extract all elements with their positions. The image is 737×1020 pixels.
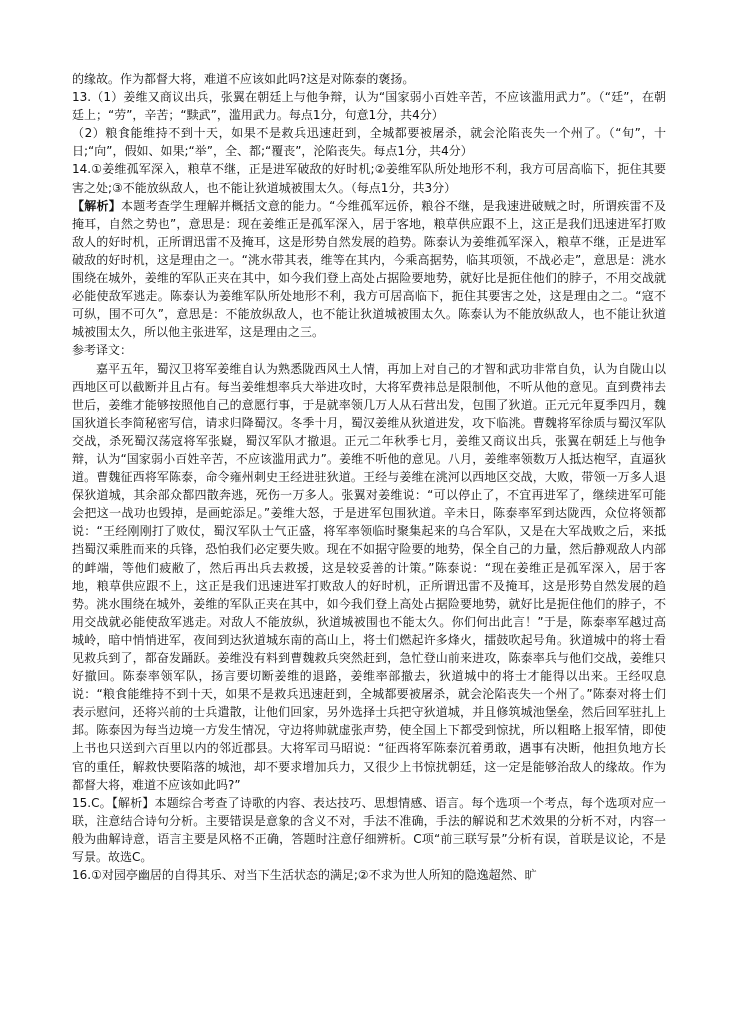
reference-translation-heading: 参考译文： <box>72 343 133 358</box>
answer-13-part-2: （2）粮食能维持不到十天，如果不是救兵迅速赶到，全城都要被屠杀，就会沦陷丧失一个州了。（“旬”，十日;“向”，假如、如果;“举”，全、都;“覆丧”，沦陷丧失。每点1分，共4分） <box>72 126 666 159</box>
reference-translation: 嘉平五年，蜀汉卫将军姜维自认为熟悉陇西风土人情，再加上对自己的才智和武功非常自负，认为自陇山以西地区可以截断并且占有。每当姜维想率兵大举进攻时，大将军费祎总是限制他，不听从他的意见。直到费祎去世后，姜维才能够按照他自己的意愿行事，于是就率领几万人从石营出发，包围了狄道。正元元年夏季四月，魏国狄道长李简秘密写信，请求归降蜀汉。冬季十月，蜀汉姜维从狄道进发，攻下临洮。曹魏将军徐质与蜀汉军队交战，杀死蜀汉荡寇将军张嶷，蜀汉军队才撤退。正元二年秋季七月，姜维又商议出兵，张翼在朝廷上与他争辩，认为“国家弱小百姓辛苦，不应该滥用武力”。姜维不听他的意见。八月，姜维率领数万人抵达枹罕，直逼狄道。曹魏征西将军陈泰，命令雍州刺史王经进驻狄道。王经与姜维在洮河以西地区交战，大败，带领一万多人退保狄道城，其余部众都四散奔逃，死伤一万多人。张翼对姜维说：“可以停止了，不宜再进军了，继续进军可能会把这一战功也毁掉，是画蛇添足。”姜维大怒，于是进军包围狄道。辛未日，陈泰率军到达陇西，众位将领都说：“王经刚刚打了败仗，蜀汉军队士气正盛，将军率领临时聚集起来的乌合军队，又是在大军战败之后，来抵挡蜀汉乘胜而来的兵锋，恐怕我们必定要失败。现在不如据守险要的地势，保全自己的力量，然后静观敌人内部的衅端，等他们疲敝了，然后再出兵去救援，这是较妥善的计策。”陈泰说：“现在姜维正是孤军深入，居于客地，粮草供应跟不上，这正是我们迅速进军打败敌人的好时机，正所谓迅雷不及掩耳，这是形势自然发展的趋势。洮水围绕在城外，姜维的军队正夹在其中，如今我们登上高处占据险要地势，就好比是扼住他们的脖子，不用交战就必能使敌军逃走。对敌人不能放纵，狄道城被围也不能太久。你们何出此言！”于是，陈泰率军越过高城岭，暗中悄悄进军，夜间到达狄道城东南的高山上，将士们燃起许多烽火，擂鼓吹起号角。狄道城中的将士看见救兵到了，都奋发踊跃。姜维没有料到曹魏救兵突然赶到，急忙登山前来进攻，陈泰率兵与他们交战，姜维只好撤回。陈泰率领军队，扬言要切断姜维的退路，姜维率部撤去，狄道城中的将士才能得以出来。王经叹息说：“粮食能维持不到十天，如果不是救兵迅速赶到，全城都要被屠杀，就会沦陷丧失一个州了。”陈泰对将士们表示慰问，还将兴前的士兵遣散，让他们回家，另外选择士兵把守狄道城，并且修筑城池堡垒，然后回军驻扎上邽。陈泰因为每当边境一方发生情况，守边将帅就虚张声势，使全国上下都受到惊扰，所以粗略上报军情，即使上书也只送到六百里以内的邻近郡县。大将军司马昭说：“征西将军陈泰沉着勇敢，遇事有决断，他担负地方长官的重任，解救快要陷落的城池，却不要求增加兵力，又很少上书惊扰朝廷，这一定是能够治敌人的缘故。作为都督大将，难道不应该如此吗?” <box>72 361 666 792</box>
answer-14: 14.①姜维孤军深入，粮草不继，正是进军破敌的好时机;②姜维军队所处地形不利，我方可居高临下，扼住其要害之处;③不能放纵敌人，也不能让狄道城被围太久。（每点1分，共3分） <box>72 162 666 195</box>
analysis-text: 本题考查学生理解并概括文意的能力。“今维孤军远侨，粮谷不继，是我速进破贼之时，所谓疾雷不及掩耳，自然之势也”，意思是：现在姜维正是孤军深入，居于客地，粮草供应跟不上，这正是我们迅速进军打败敌人的好时机，正所谓迅雷不及掩耳，这是形势自然发展的趋势。陈泰认为姜维孤军深入，粮草不继，正是进军破敌的好时机，这是理由之一。“洮水带其表，维等在其内，今乘高据势，临其项领，不战必走”，意思是：洮水围绕在城外，姜维的军队正夹在其中，如今我们登上高处占据险要地势，就好比是扼住他们的脖子，不用交战就必能使敌军逃走。陈泰认为姜维军队所处地形不利，我方可居高临下，扼住其要害之处，这是理由之二。“寇不可纵，围不可久”，意思是：不能放纵敌人，也不能让狄道城被围太久。陈泰认为不能放纵敌人，也不能让狄道城被围太久，所以他主张进军，这是理由之三。 <box>72 198 666 340</box>
document-body <box>72 70 666 884</box>
answer-16: 16.①对园亭幽居的自得其乐、对当下生活状态的满足;②不求为世人所知的隐逸超然、旷 <box>72 868 537 883</box>
answer-12-continuation: 的缘故。作为都督大将，难道不应该如此吗?这是对陈泰的褒扬。 <box>72 72 415 86</box>
answer-15: 15.C。【解析】本题综合考查了诗歌的内容、表达技巧、思想情感、语言。每个选项一个考点，每个选项对应一联，注意结合诗句分析。主要错误是意象的含义不对，手法不准确，手法的解说和艺术效果的分析不对，内容一般为曲解诗意，语言主要是风格不正确，答题时注意仔细辨析。C项“前三联写景”分析有误，首联是议论，不是写景。故选C。 <box>72 795 666 865</box>
analysis-label: 【解析】 <box>72 198 121 213</box>
answer-13-part-1: 13.（1）姜维又商议出兵，张翼在朝廷上与他争辩，认为“国家弱小百姓辛苦，不应该滥用武力”。（“廷”，在朝廷上；“劳”，辛苦；“黩武”，滥用武力。每点1分，句意1分，共4分） <box>72 90 666 123</box>
analysis-14 <box>72 197 666 342</box>
